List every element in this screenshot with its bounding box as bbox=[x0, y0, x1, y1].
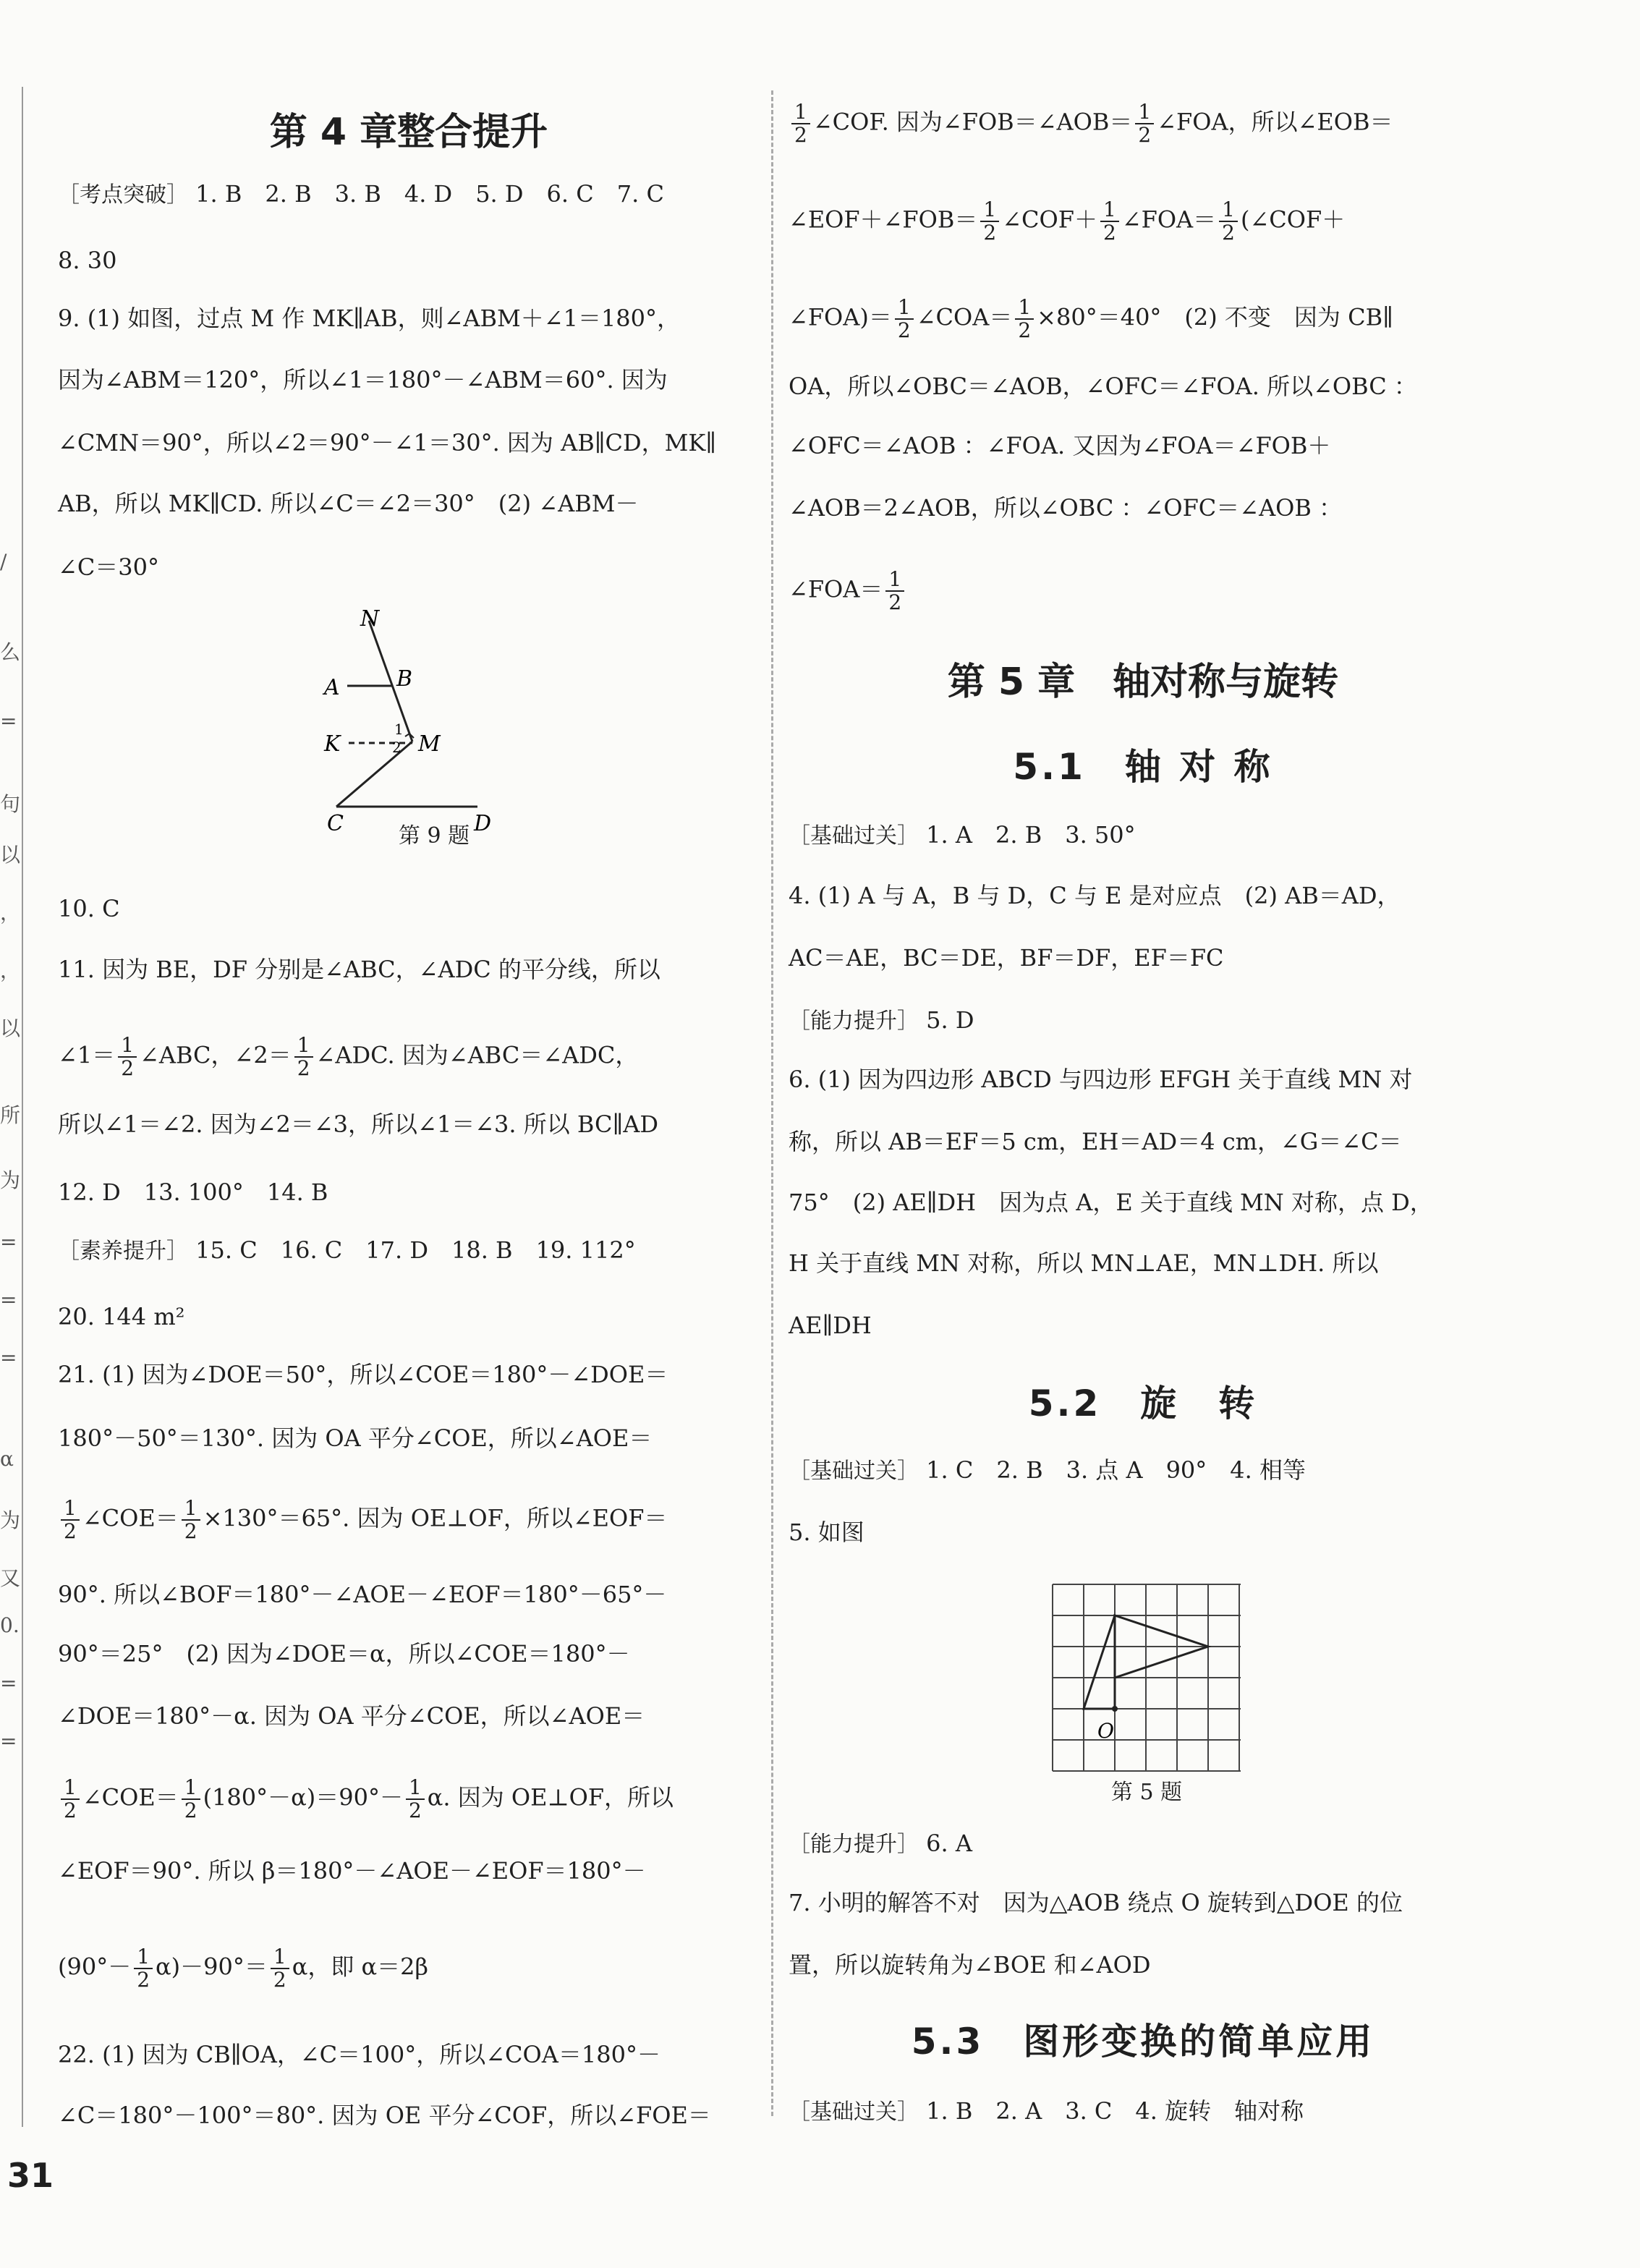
figure-5-caption: 第 5 题 bbox=[1110, 1780, 1183, 1805]
figure-9-caption: 第 9 题 bbox=[398, 823, 470, 849]
answer-line: 9. (1) 如图，过点 M 作 MK∥AB，则∠ABM＋∠1＝180°， bbox=[58, 305, 681, 332]
answer-line: 6. (1) 因为四边形 ABCD 与四边形 EFGH 关于直线 MN 对 bbox=[789, 1066, 1413, 1093]
label-angle-2: 2 bbox=[392, 739, 401, 756]
answer-line: 10. C bbox=[58, 895, 120, 922]
section-5-3-title: 5.3 图形变换的简单应用 bbox=[911, 2021, 1375, 2063]
answer-line bbox=[58, 179, 664, 210]
chapter-5-title: 第 5 章 轴对称与旋转 bbox=[947, 661, 1339, 704]
section-tag: ［能力提升］ bbox=[789, 1832, 919, 1857]
label-D: D bbox=[474, 811, 492, 836]
section-tag: ［考点突破］ bbox=[58, 182, 188, 208]
answer-line: AB，所以 MK∥CD. 所以∠C＝∠2＝30° (2) ∠ABM－ bbox=[58, 490, 639, 517]
answer-line: ∠DOE＝180°－α. 因为 OA 平分∠COE，所以∠AOE＝ bbox=[58, 1702, 645, 1730]
figure-5-grid bbox=[1045, 1577, 1248, 1772]
answer-line: 因为∠ABM＝120°，所以∠1＝180°－∠ABM＝60°. 因为 bbox=[58, 366, 668, 394]
label-M: M bbox=[418, 731, 441, 757]
answer-line: 置，所以旋转角为∠BOE 和∠AOD bbox=[789, 1951, 1151, 1979]
label-C: C bbox=[327, 811, 344, 836]
label-K: K bbox=[324, 731, 341, 757]
answer-line: 75° (2) AE∥DH 因为点 A，E 关于直线 MN 对称，点 D， bbox=[789, 1189, 1433, 1216]
answer-line: (90°－ $\frac{1}{2}$ α)－90°＝ $\frac{1}{2}$ α，即 α＝2β bbox=[58, 1945, 428, 1992]
label-A: A bbox=[324, 675, 340, 700]
label-O: O bbox=[1097, 1719, 1114, 1743]
answer-line: ［能力提升］ 5. D bbox=[789, 1006, 974, 1034]
answer-line: OA，所以∠OBC＝∠AOB，∠OFC＝∠FOA. 所以∠OBC ： bbox=[789, 373, 1417, 400]
answers: 1. B 2. B 3. B 4. D 5. D 6. C 7. C bbox=[195, 180, 664, 208]
answer-line: 12. D 13. 100° 14. B bbox=[58, 1178, 328, 1206]
answer-line: ［基础过关］ 1. C 2. B 3. 点 A 90° 4. 相等 bbox=[789, 1456, 1306, 1484]
answer-line: ∠CMN＝90°，所以∠2＝90°－∠1＝30°. 因为 AB∥CD，MK∥ bbox=[58, 429, 717, 456]
answer-line: ∠FOA)＝ $\frac{1}{2}$ ∠COA＝ $\frac{1}{2}$ ×80°＝40° (2) 不变 因为 CB∥ bbox=[789, 295, 1393, 342]
chapter-4-title: 第 4 章整合提升 bbox=[269, 111, 548, 154]
answer-line: 5. 如图 bbox=[789, 1519, 864, 1546]
answer-line: AE∥DH bbox=[789, 1312, 872, 1339]
answer-line: $\frac{1}{2}$ ∠COE＝ $\frac{1}{2}$ ×130°＝65°. 因为 OE⊥OF，所以∠EOF＝ bbox=[58, 1498, 667, 1542]
answer-line: 90°＝25° (2) 因为∠DOE＝α，所以∠COE＝180°－ bbox=[58, 1640, 630, 1668]
section-tag: ［基础过关］ bbox=[789, 1458, 919, 1484]
answer-line: ∠EOF＝90°. 所以 β＝180°－∠AOE－∠EOF＝180°－ bbox=[58, 1857, 646, 1885]
answer-line: 22. (1) 因为 CB∥OA，∠C＝100°，所以∠COA＝180°－ bbox=[58, 2041, 660, 2068]
answer-line: ∠FOA＝ $\frac{1}{2}$ bbox=[789, 569, 907, 613]
answer-line: ∠C＝180°－100°＝80°. 因为 OE 平分∠COF，所以∠FOE＝ bbox=[58, 2102, 711, 2129]
answer-line: 180°－50°＝130°. 因为 OA 平分∠COE，所以∠AOE＝ bbox=[58, 1424, 653, 1452]
left-edge-fragments: / 么 = 句 以 ， ， 以 所 为 = = = α 为 又 0. = = bbox=[0, 550, 21, 1753]
section-tag: ［能力提升］ bbox=[789, 1008, 919, 1034]
label-angle-1: 1 bbox=[394, 721, 404, 738]
label-N: N bbox=[360, 606, 380, 632]
section-5-1-title: 5.1 轴 对 称 bbox=[1013, 746, 1273, 788]
answer-line: 20. 144 m² bbox=[58, 1303, 185, 1330]
answer-line: 21. (1) 因为∠DOE＝50°，所以∠COE＝180°－∠DOE＝ bbox=[58, 1361, 668, 1388]
answer-line: 4. (1) A 与 A，B 与 D，C 与 E 是对应点 (2) AB＝AD， bbox=[789, 882, 1401, 909]
answer-line: ∠AOB＝2∠AOB，所以∠OBC ：∠OFC＝∠AOB ： bbox=[789, 494, 1343, 522]
answer-line: 7. 小明的解答不对 因为△AOB 绕点 O 旋转到△DOE 的位 bbox=[789, 1889, 1403, 1916]
answer-line: H 关于直线 MN 对称，所以 MN⊥AE，MN⊥DH. 所以 bbox=[789, 1249, 1379, 1277]
answer-line: ［素养提升］ 15. C 16. C 17. D 18. B 19. 112° bbox=[58, 1236, 636, 1264]
answer-line: $\frac{1}{2}$ ∠COE＝ $\frac{1}{2}$ (180°－α)＝90°－ $\frac{1}{2}$ α. 因为 OE⊥OF，所以 bbox=[58, 1777, 674, 1822]
section-tag: ［素养提升］ bbox=[58, 1239, 188, 1264]
answer-line: $\frac{1}{2}$ ∠COF. 因为∠FOB＝∠AOB＝ $\frac{1}{2}$ ∠FOA，所以∠EOB＝ bbox=[789, 101, 1393, 146]
figure-5 bbox=[1045, 1577, 1248, 1816]
answer-line: AC＝AE，BC＝DE，BF＝DF，EF＝FC bbox=[789, 944, 1224, 972]
fraction: $\frac{1}{2}$ bbox=[118, 1035, 137, 1079]
answer-line: ∠C＝30° bbox=[58, 553, 160, 581]
answer-line: ∠OFC＝∠AOB ：∠FOA. 又因为∠FOA＝∠FOB＋ bbox=[789, 432, 1331, 459]
figure-9-diagram bbox=[297, 600, 586, 839]
page-number: 31 bbox=[7, 2156, 54, 2195]
answer-line: 称，所以 AB＝EF＝5 cm，EH＝AD＝4 cm，∠G＝∠C＝ bbox=[789, 1128, 1402, 1155]
figure-9 bbox=[297, 600, 586, 849]
label-B: B bbox=[396, 666, 413, 692]
answer-line: ［能力提升］ 6. A bbox=[789, 1830, 972, 1857]
answer-line: 11. 因为 BE，DF 分别是∠ABC，∠ADC 的平分线，所以 bbox=[58, 956, 660, 983]
section-tag: ［基础过关］ bbox=[789, 2099, 919, 2125]
answer-line: 所以∠1＝∠2. 因为∠2＝∠3，所以∠1＝∠3. 所以 BC∥AD bbox=[58, 1110, 659, 1138]
page-edge-line bbox=[22, 87, 23, 2127]
section-5-2-title: 5.2 旋 转 bbox=[1028, 1383, 1258, 1424]
answer-line: ［基础过关］ 1. B 2. A 3. C 4. 旋转 轴对称 bbox=[789, 2097, 1304, 2125]
answer-line: ∠1＝ $\frac{1}{2}$ ∠ABC，∠2＝ $\frac{1}{2}$ ∠ADC. 因为∠ABC＝∠ADC， bbox=[58, 1033, 639, 1080]
answer-line: ［基础过关］ 1. A 2. B 3. 50° bbox=[789, 821, 1136, 849]
column-divider bbox=[771, 90, 773, 2116]
section-tag: ［基础过关］ bbox=[789, 823, 919, 849]
answer-line: ∠EOF＋∠FOB＝ $\frac{1}{2}$ ∠COF＋ $\frac{1}{2}$ ∠FOA＝ $\frac{1}{2}$ (∠COF＋ bbox=[789, 198, 1346, 245]
fraction: $\frac{1}{2}$ bbox=[294, 1035, 313, 1079]
answer-line: 8. 30 bbox=[58, 247, 117, 274]
answer-line: 90°. 所以∠BOF＝180°－∠AOE－∠EOF＝180°－65°－ bbox=[58, 1581, 667, 1608]
